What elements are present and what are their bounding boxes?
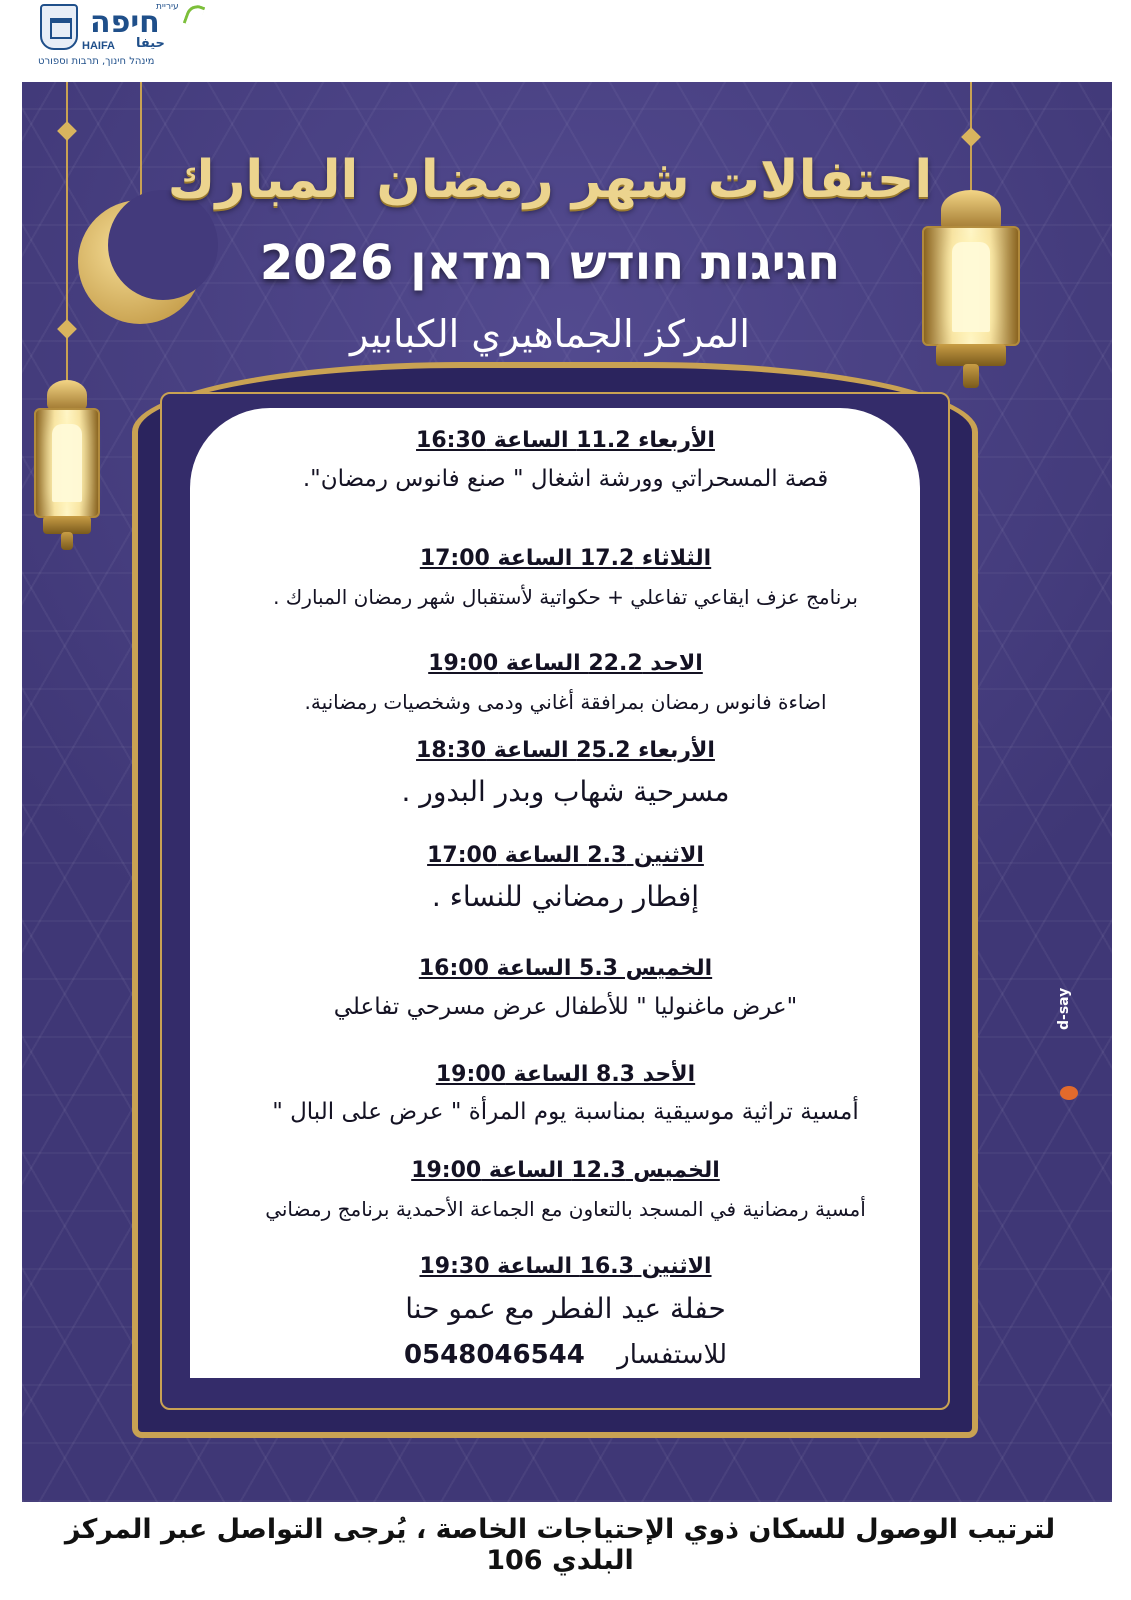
event-date: الأربعاء 25.2 الساعة 18:30 bbox=[416, 738, 715, 763]
event-description: مسرحية شهاب وبدر البدور . bbox=[401, 775, 730, 808]
event-date: الثلاثاء 17.2 الساعة 17:00 bbox=[419, 546, 712, 571]
event-date: الأربعاء 11.2 الساعة 16:30 bbox=[416, 428, 715, 453]
poster-title-arabic: احتفالات شهر رمضان المبارك bbox=[167, 150, 933, 210]
left-lantern-icon bbox=[34, 380, 100, 550]
watermark-logo-icon bbox=[1060, 1086, 1078, 1100]
logo-top-text: עיריית bbox=[156, 2, 179, 12]
event-description: اضاءة فانوس رمضان بمرافقة أغاني ودمى وشخصيات رمضانية. bbox=[304, 690, 827, 714]
event-date: الاحد 22.2 الساعة 19:00 bbox=[428, 651, 703, 676]
event-description: "عرض ماغنوليا " للأطفال عرض مسرحي تفاعلي bbox=[333, 994, 798, 1020]
contact-label: للاستفسار bbox=[617, 1340, 728, 1370]
logo-city-english: HAIFA bbox=[82, 40, 115, 52]
logo-city-hebrew: חיפה bbox=[90, 5, 160, 40]
city-emblem-icon bbox=[40, 4, 78, 50]
event-date: الاثنين 2.3 الساعة 17:00 bbox=[427, 843, 704, 868]
contact-line bbox=[0, 1340, 1131, 1370]
event-date: الخميس 12.3 الساعة 19:00 bbox=[411, 1158, 720, 1183]
event-description: إفطار رمضاني للنساء . bbox=[431, 880, 700, 913]
accessibility-note: لترتيب الوصول للسكان ذوي الإحتياجات الخاصة ، يُرجى التواصل عبر المركز البلدي 106 bbox=[64, 1514, 1056, 1576]
event-description: قصة المسحراتي وورشة اشغال " صنع فانوس رمضان". bbox=[302, 466, 829, 492]
moon-chain bbox=[140, 82, 142, 212]
venue-name: المركز الجماهيري الكبابير bbox=[350, 312, 750, 356]
event-date: الاثنين 16.3 الساعة 19:30 bbox=[419, 1254, 712, 1279]
event-description: أمسية تراثية موسيقية بمناسبة يوم المرأة " عرض على البال " bbox=[272, 1099, 859, 1125]
designer-watermark: d-say bbox=[1056, 987, 1072, 1030]
haifa-municipality-logo bbox=[36, 2, 196, 74]
event-description: حفلة عيد الفطر مع عمو حنا bbox=[405, 1292, 726, 1325]
logo-city-arabic: حيفا bbox=[136, 36, 165, 51]
leaf-icon bbox=[183, 2, 206, 28]
event-date: الخميس 5.3 الساعة 16:00 bbox=[418, 956, 713, 981]
poster-title-hebrew: חגיגות חודש רמדאן 2026 bbox=[259, 235, 841, 291]
contact-phone: 0548046544 bbox=[403, 1340, 585, 1370]
logo-department: מינהל חינוך, תרבות וספורט bbox=[38, 56, 155, 67]
event-description: أمسية رمضانية في المسجد بالتعاون مع الجماعة الأحمدية برنامج رمضاني bbox=[265, 1197, 866, 1221]
event-description: برنامج عزف ايقاعي تفاعلي + حكواتية لأستقبال شهر رمضان المبارك . bbox=[273, 585, 858, 609]
event-date: الأحد 8.3 الساعة 19:00 bbox=[435, 1062, 696, 1087]
